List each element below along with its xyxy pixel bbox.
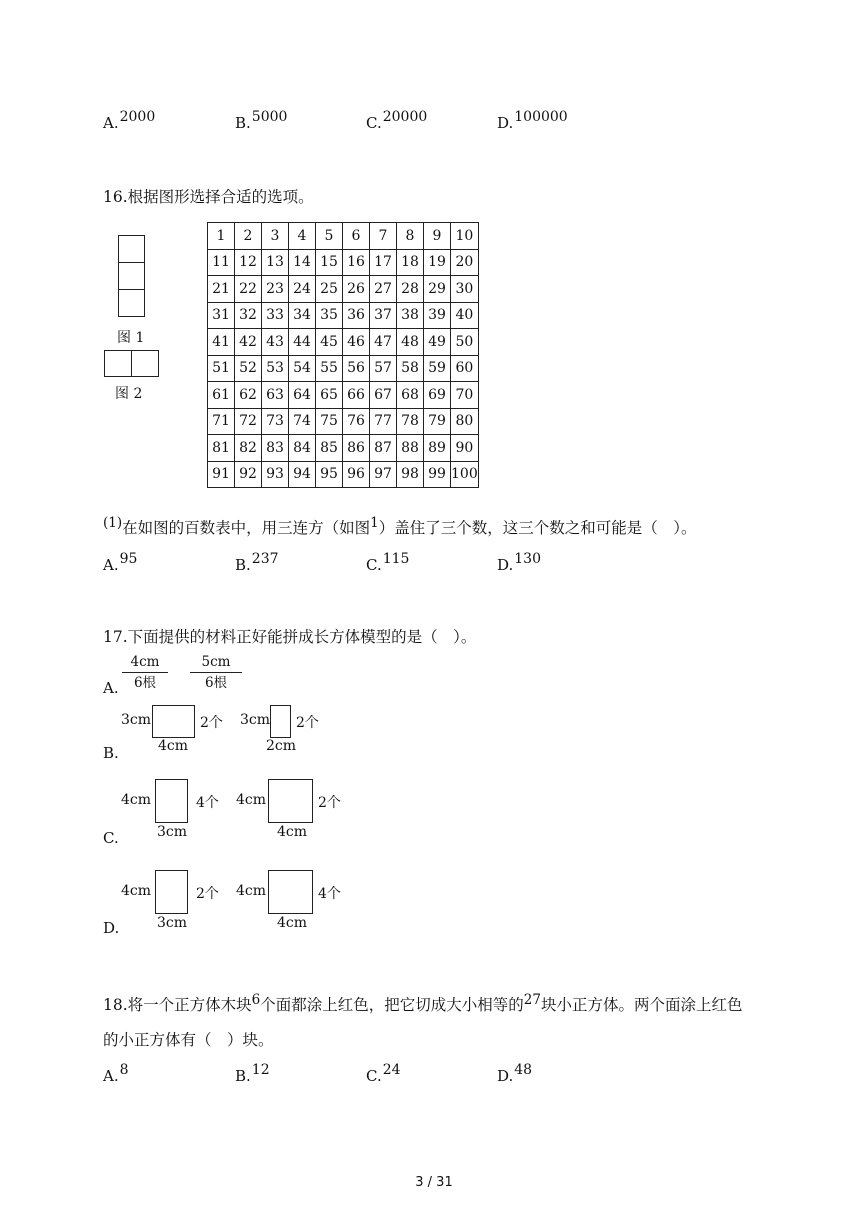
hundred-table-cell: 4 [289, 223, 316, 250]
q18-option-c: C.24 [366, 1062, 401, 1085]
q16-option-c: C.115 [366, 551, 410, 574]
q16-option-b: B.237 [235, 551, 279, 574]
hundred-table-cell: 41 [208, 329, 235, 356]
hundred-table-cell: 16 [343, 249, 370, 276]
hundred-table-cell: 60 [451, 355, 479, 382]
hundred-table-cell: 29 [424, 276, 451, 303]
hundred-table-cell: 58 [397, 355, 424, 382]
hundred-table-cell: 27 [370, 276, 397, 303]
hundred-table-cell: 100 [451, 461, 479, 488]
rect-count-label: 2个 [318, 795, 341, 811]
figure-2-label: 图 2 [115, 386, 143, 402]
hundred-table-cell: 39 [424, 302, 451, 329]
hundred-table-cell: 53 [262, 355, 289, 382]
hundred-table-cell: 56 [343, 355, 370, 382]
hundred-table-cell: 85 [316, 435, 343, 462]
hundred-table-cell: 10 [451, 223, 479, 250]
rect-side-label: 3cm [240, 712, 271, 728]
hundred-table-row [208, 302, 479, 329]
hundred-table-cell: 80 [451, 408, 479, 435]
hundred-table [207, 222, 479, 488]
hundred-table-cell: 19 [424, 249, 451, 276]
hundred-table-row [208, 382, 479, 409]
hundred-table-cell: 14 [289, 249, 316, 276]
hundred-table-cell: 11 [208, 249, 235, 276]
hundred-table-row [208, 355, 479, 382]
hundred-table-cell: 13 [262, 249, 289, 276]
hundred-table-cell: 12 [235, 249, 262, 276]
rect-side-label: 4cm [236, 792, 267, 808]
hundred-table-cell: 26 [343, 276, 370, 303]
hundred-table-cell: 49 [424, 329, 451, 356]
hundred-table-cell: 34 [289, 302, 316, 329]
rectangle-shape [152, 705, 195, 738]
hundred-table-cell: 1 [208, 223, 235, 250]
tromino-cell [118, 289, 145, 317]
q18-option-d: D.48 [497, 1062, 533, 1085]
hundred-table-cell: 25 [316, 276, 343, 303]
q18-option-b: B.12 [235, 1062, 270, 1085]
hundred-table-cell: 47 [370, 329, 397, 356]
material-length: 5cm [201, 654, 231, 670]
hundred-table-cell: 71 [208, 408, 235, 435]
domino-cell [104, 350, 132, 377]
hundred-table-cell: 97 [370, 461, 397, 488]
hundred-table-cell: 2 [235, 223, 262, 250]
hundred-table-cell: 8 [397, 223, 424, 250]
hundred-table-cell: 98 [397, 461, 424, 488]
hundred-table-cell: 51 [208, 355, 235, 382]
hundred-table-cell: 96 [343, 461, 370, 488]
hundred-table-cell: 77 [370, 408, 397, 435]
hundred-table-cell: 83 [262, 435, 289, 462]
q17-option-b-letter: B. [103, 744, 119, 762]
domino-cell [131, 350, 159, 377]
hundred-table-row [208, 276, 479, 303]
q15-option-c: C.20000 [366, 109, 428, 132]
hundred-table-cell: 91 [208, 461, 235, 488]
rectangle-shape [155, 870, 188, 914]
hundred-table-cell: 35 [316, 302, 343, 329]
hundred-table-cell: 52 [235, 355, 262, 382]
hundred-table-cell: 95 [316, 461, 343, 488]
hundred-table-cell: 42 [235, 329, 262, 356]
hundred-table-cell: 79 [424, 408, 451, 435]
hundred-table-cell: 15 [316, 249, 343, 276]
hundred-table-cell: 38 [397, 302, 424, 329]
hundred-table-cell: 89 [424, 435, 451, 462]
q17-option-d-letter: D. [103, 919, 120, 937]
q17-a-material-2 [190, 653, 242, 692]
hundred-table-cell: 65 [316, 382, 343, 409]
hundred-table-cell: 7 [370, 223, 397, 250]
hundred-table-cell: 37 [370, 302, 397, 329]
hundred-table-cell: 30 [451, 276, 479, 303]
hundred-table-row [208, 408, 479, 435]
q18-option-a: A.8 [103, 1062, 129, 1085]
hundred-table-cell: 88 [397, 435, 424, 462]
hundred-table-cell: 70 [451, 382, 479, 409]
hundred-table-cell: 61 [208, 382, 235, 409]
hundred-table-cell: 99 [424, 461, 451, 488]
hundred-table-row [208, 249, 479, 276]
hundred-table-cell: 48 [397, 329, 424, 356]
hundred-table-cell: 74 [289, 408, 316, 435]
hundred-table-cell: 87 [370, 435, 397, 462]
hundred-table-cell: 84 [289, 435, 316, 462]
figure-1-label: 图 1 [117, 330, 145, 346]
q16-option-a: A.95 [103, 551, 138, 574]
rect-count-label: 2个 [296, 715, 319, 731]
hundred-table-cell: 20 [451, 249, 479, 276]
rect-side-label: 4cm [121, 792, 152, 808]
rect-bottom-label: 4cm [277, 915, 308, 931]
q16-title: 16.根据图形选择合适的选项。 [103, 188, 314, 206]
hundred-table-cell: 21 [208, 276, 235, 303]
hundred-table-cell: 81 [208, 435, 235, 462]
rect-side-label: 4cm [236, 883, 267, 899]
page-number: 3 / 31 [415, 1175, 453, 1190]
rect-side-label: 4cm [121, 883, 152, 899]
rect-bottom-label: 4cm [158, 738, 189, 754]
rect-count-label: 2个 [196, 886, 219, 902]
hundred-table-cell: 86 [343, 435, 370, 462]
hundred-table-cell: 55 [316, 355, 343, 382]
hundred-table-cell: 92 [235, 461, 262, 488]
hundred-table-row [208, 329, 479, 356]
square-shape [268, 870, 313, 914]
hundred-table-cell: 43 [262, 329, 289, 356]
hundred-table-cell: 50 [451, 329, 479, 356]
square-shape [268, 779, 313, 823]
rect-bottom-label: 2cm [266, 738, 297, 754]
hundred-table-row [208, 223, 479, 250]
hundred-table-cell: 69 [424, 382, 451, 409]
rect-bottom-label: 3cm [157, 915, 188, 931]
hundred-table-cell: 5 [316, 223, 343, 250]
rect-count-label: 4个 [318, 886, 341, 902]
q18-line-2: 的小正方体有（ ）块。 [103, 1031, 274, 1049]
hundred-table-cell: 63 [262, 382, 289, 409]
hundred-table-cell: 78 [397, 408, 424, 435]
hundred-table-cell: 24 [289, 276, 316, 303]
hundred-table-cell: 32 [235, 302, 262, 329]
rectangle-shape [155, 779, 188, 823]
rect-bottom-label: 3cm [157, 824, 188, 840]
q15-option-b: B.5000 [235, 109, 288, 132]
hundred-table-cell: 75 [316, 408, 343, 435]
q16-option-d: D.130 [497, 551, 541, 574]
hundred-table-cell: 17 [370, 249, 397, 276]
hundred-table-cell: 46 [343, 329, 370, 356]
tromino-cell [118, 262, 145, 290]
tromino-cell [118, 235, 145, 263]
hundred-table-row [208, 461, 479, 488]
q15-option-a: A.2000 [103, 109, 156, 132]
hundred-table-cell: 31 [208, 302, 235, 329]
hundred-table-cell: 82 [235, 435, 262, 462]
hundred-table-cell: 73 [262, 408, 289, 435]
hundred-table-cell: 67 [370, 382, 397, 409]
q17-title: 17.下面提供的材料正好能拼成长方体模型的是（ ）。 [103, 628, 477, 646]
rect-count-label: 2个 [200, 715, 223, 731]
hundred-table-cell: 33 [262, 302, 289, 329]
material-count: 6根 [133, 675, 157, 691]
hundred-table-cell: 62 [235, 382, 262, 409]
material-count: 6根 [204, 675, 228, 691]
hundred-table-cell: 57 [370, 355, 397, 382]
hundred-table-cell: 6 [343, 223, 370, 250]
hundred-table-cell: 54 [289, 355, 316, 382]
rect-bottom-label: 4cm [277, 824, 308, 840]
q17-a-material-1 [122, 653, 168, 692]
hundred-table-cell: 93 [262, 461, 289, 488]
hundred-table-cell: 72 [235, 408, 262, 435]
hundred-table-cell: 66 [343, 382, 370, 409]
hundred-table-cell: 22 [235, 276, 262, 303]
hundred-table-cell: 40 [451, 302, 479, 329]
hundred-table-row [208, 435, 479, 462]
hundred-table-cell: 64 [289, 382, 316, 409]
q17-option-a-letter: A. [103, 679, 119, 697]
hundred-table-cell: 28 [397, 276, 424, 303]
hundred-table-cell: 3 [262, 223, 289, 250]
q17-option-c-letter: C. [103, 829, 119, 847]
material-length: 4cm [130, 654, 160, 670]
hundred-table-cell: 76 [343, 408, 370, 435]
hundred-table-cell: 68 [397, 382, 424, 409]
rect-side-label: 3cm [121, 712, 152, 728]
q18-line-1: 18.将一个正方体木块6个面都涂上红色，把它切成大小相等的27块小正方体。两个面涂上红色 [103, 992, 743, 1014]
hundred-table-cell: 44 [289, 329, 316, 356]
hundred-table-cell: 23 [262, 276, 289, 303]
hundred-table-cell: 45 [316, 329, 343, 356]
hundred-table-cell: 9 [424, 223, 451, 250]
rect-count-label: 4个 [196, 795, 219, 811]
hundred-table-cell: 36 [343, 302, 370, 329]
q15-option-d: D.100000 [497, 109, 568, 132]
q16-sub1: (1)在如图的百数表中，用三连方（如图1）盖住了三个数，这三个数之和可能是（ ）。 [103, 515, 697, 537]
hundred-table-cell: 18 [397, 249, 424, 276]
rectangle-shape [270, 705, 291, 738]
hundred-table-cell: 59 [424, 355, 451, 382]
hundred-table-cell: 90 [451, 435, 479, 462]
hundred-table-cell: 94 [289, 461, 316, 488]
